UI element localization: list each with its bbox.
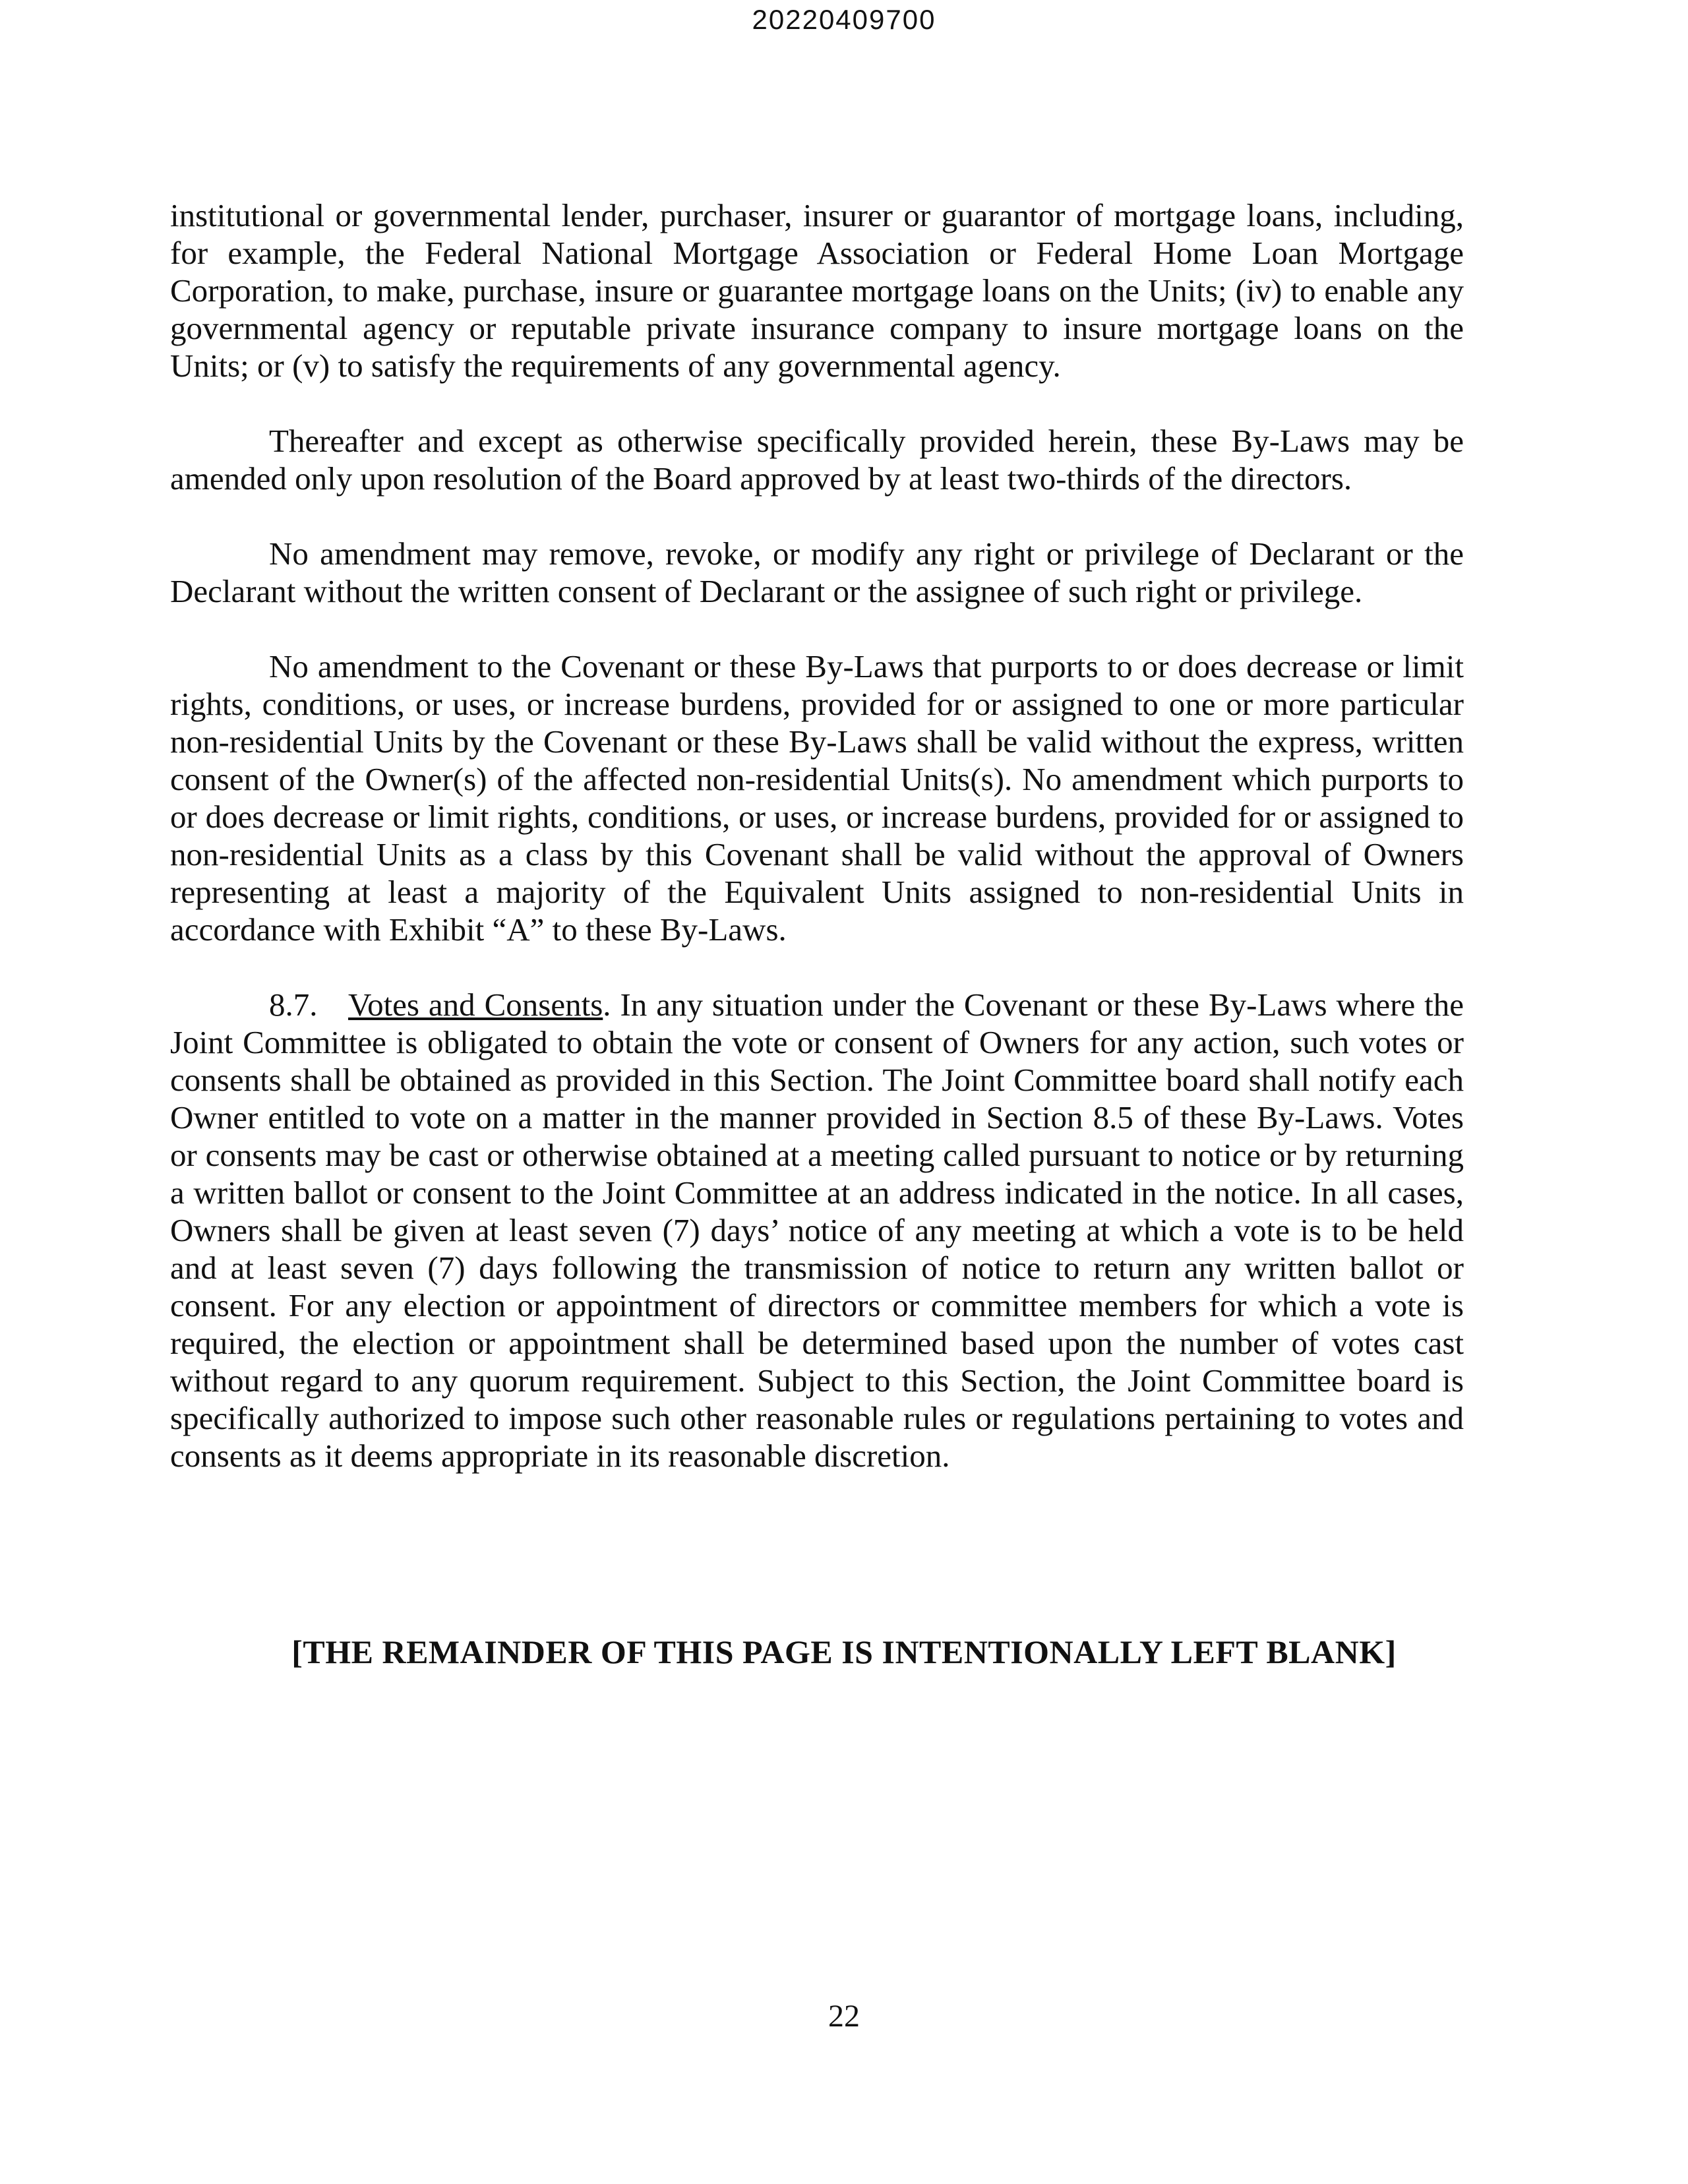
section-8-7 <box>170 986 1464 1474</box>
blank-page-notice: [THE REMAINDER OF THIS PAGE IS INTENTIONALLY LEFT BLANK] <box>291 1633 1397 1670</box>
page-number: 22 <box>828 1999 860 2034</box>
paragraph-non-residential-units: No amendment to the Covenant or these By-Laws that purports to or does decrease or limit rights, conditions, or uses, or increase burdens, provided for or assigned to one or more particular non-residential Units by the Covenant or these By-Laws shall be valid without the express, written consent of the Owner(s) of the affected non-residential Units(s). No amendment which purports to or does decrease or limit rights, conditions, or uses, or increase burdens, provided for or assigned to non-residential Units as a class by this Covenant shall be valid without the approval of Owners representing at least a majority of the Equivalent Units assigned to non-residential Units in accordance with Exhibit “A” to these By-Laws. <box>170 648 1464 948</box>
document-number: 20220409700 <box>752 4 936 35</box>
section-title: Votes and Consents <box>348 986 603 1023</box>
paragraph-board-amendment: Thereafter and except as otherwise specifically provided herein, these By-Laws may be amended only upon resolution of the Board approved by at least two-thirds of the directors. <box>170 423 1464 497</box>
section-text: . In any situation under the Covenant or these By-Laws where the Joint Committee is obligated to obtain the vote or consent of Owners for any action, such votes or consents shall be obtained as provided in this Section. The Joint Committee board shall notify each Owner entitled to vote on a matter in the manner provided in Section 8.5 of these By-Laws. Votes or consents may be cast or otherwise obtained at a meeting called pursuant to notice or by returning a written ballot or consent to the Joint Committee at an address indicated in the notice. In all cases, Owners shall be given at least seven (7) days’ notice of any meeting at which a vote is to be held and at least seven (7) days following the transmission of notice to return any written ballot or consent. For any election or appointment of directors or committee members for which a vote is required, the election or appointment shall be determined based upon the number of votes cast without regard to any quorum requirement. Subject to this Section, the Joint Committee board is specifically authorized to impose such other reasonable rules or regulations pertaining to votes and consents as it deems appropriate in its reasonable discretion. <box>170 986 1464 1474</box>
section-number: 8.7. <box>269 986 318 1023</box>
paragraph-continuation: institutional or governmental lender, purchaser, insurer or guarantor of mortgage loans, including, for example, the Federal National Mortgage Association or Federal Home Loan Mortgage Corporation, to make, purchase, insure or guarantee mortgage loans on the Units; (iv) to enable any governmental agency or reputable private insurance company to insure mortgage loans on the Units; or (v) to satisfy the requirements of any governmental agency. <box>170 197 1464 384</box>
paragraph-declarant-rights: No amendment may remove, revoke, or modify any right or privilege of Declarant or the Declarant without the written consent of Declarant or the assignee of such right or privilege. <box>170 535 1464 609</box>
document-body <box>170 197 1464 1512</box>
